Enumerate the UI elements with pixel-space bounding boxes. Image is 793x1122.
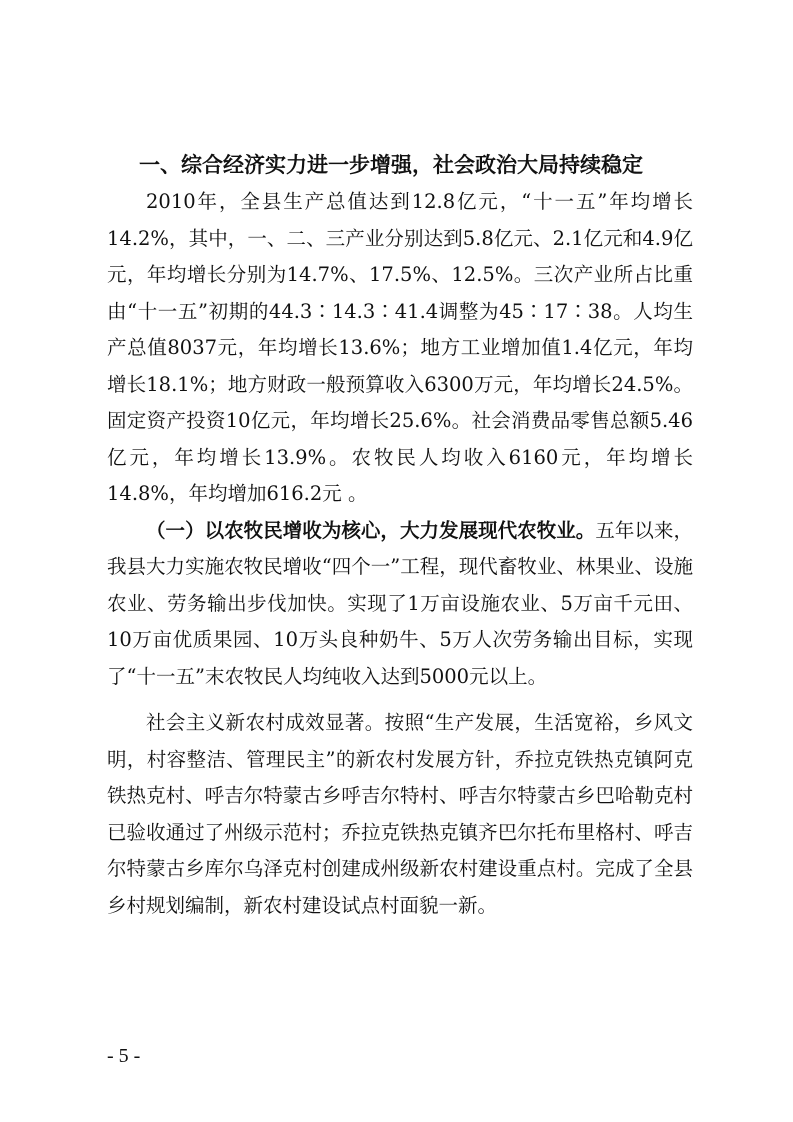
section-heading: 一、综合经济实力进一步增强，社会政治大局持续稳定 xyxy=(139,153,643,177)
paragraph-economy-overview: 2010年，全县生产总值达到12.8亿元，“十一五”年均增长14.2%，其中，一、二、三产业分别达到5.8亿元、2.1亿元和4.9亿元，年均增长分别为14.7%、17.5%、12.5%。三次产业所占比重由“十一五”初期的44.3∶14.3∶41.4调整为45∶17∶38。人均生产总值8037元，年均增长13.6%；地方工业增加值1.4亿元，年均增长18.1%；地方财政一般预算收入6300万元，年均增长24.5%。固定资产投资10亿元，年均增长25.6%。社会消费品零售总额5.46亿元，年均增长13.9%。农牧民人均收入6160元，年均增长14.8%，年均增加616.2元 。 xyxy=(107,190,693,505)
paragraph-agriculture xyxy=(107,513,693,696)
page-number: - 5 - xyxy=(107,1045,141,1067)
paragraph-new-countryside: 社会主义新农村成效显著。按照“生产发展，生活宽裕，乡风文明，村容整洁、管理民主”的新农村发展方针，乔拉克铁热克镇阿克铁热克村、呼吉尔特蒙古乡呼吉尔特村、呼吉尔特蒙古乡巴哈勒克村已验收通过了州级示范村；乔拉克铁热克镇齐巴尔托布里格村、呼吉尔特蒙古乡库尔乌泽克村创建成州级新农村建设重点村。完成了全县乡村规划编制，新农村建设试点村面貌一新。 xyxy=(107,711,693,917)
paragraph-agriculture-text: 五年以来，我县大力实施农牧民增收“四个一”工程，现代畜牧业、林果业、设施农业、劳务输出步伐加快。实现了1万亩设施农业、5万亩千元田、10万亩优质果园、10万头良种奶牛、5万人次劳务输出目标，实现了“十一五”末农牧民人均纯收入达到5000元以上。 xyxy=(107,518,693,688)
subsection-heading: （一）以农牧民增收为核心，大力发展现代农牧业。 xyxy=(146,518,596,542)
document-body xyxy=(107,145,693,924)
